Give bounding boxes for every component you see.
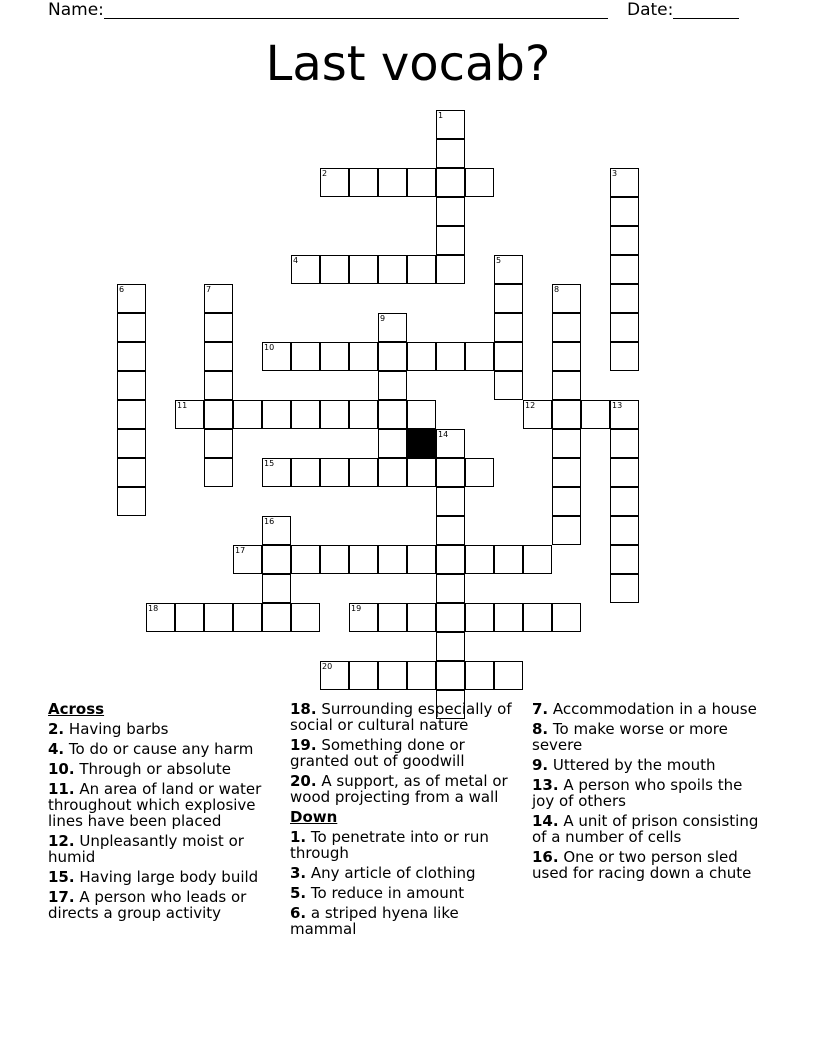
grid-cell[interactable]: [494, 255, 523, 284]
clue-text: Accommodation in a house: [548, 700, 757, 718]
grid-cell[interactable]: [233, 400, 262, 429]
grid-cell[interactable]: [204, 342, 233, 371]
clue-number: 15.: [48, 868, 75, 886]
grid-cell[interactable]: [262, 342, 291, 371]
grid-cell[interactable]: [610, 400, 639, 429]
grid-cell[interactable]: [436, 603, 465, 632]
grid-cell[interactable]: [175, 603, 204, 632]
grid-cell[interactable]: [436, 429, 465, 458]
cell-number: 19: [351, 604, 362, 613]
clue-text: To make worse or more severe: [532, 720, 728, 754]
name-label: Name:: [48, 0, 104, 20]
clue-item: [532, 701, 768, 717]
clue-number: 3.: [290, 864, 307, 882]
grid-cell[interactable]: [349, 661, 378, 690]
grid-cell[interactable]: [233, 603, 262, 632]
clues-column-3: [532, 701, 768, 885]
clue-text: Something done or granted out of goodwill: [290, 736, 465, 770]
grid-cell[interactable]: [494, 661, 523, 690]
grid-cell[interactable]: [523, 400, 552, 429]
grid-cell[interactable]: [378, 603, 407, 632]
grid-cell[interactable]: [407, 458, 436, 487]
name-field[interactable]: [104, 0, 608, 19]
grid-cell[interactable]: [610, 255, 639, 284]
clue-item: [48, 721, 276, 737]
clue-text: a striped hyena like mammal: [290, 904, 459, 938]
clue-text: A person who spoils the joy of others: [532, 776, 743, 810]
grid-cell[interactable]: [378, 371, 407, 400]
grid-cell[interactable]: [494, 545, 523, 574]
clue-item: [290, 829, 522, 861]
grid-cell[interactable]: [262, 574, 291, 603]
grid-cell[interactable]: [465, 342, 494, 371]
grid-cell[interactable]: [117, 371, 146, 400]
grid-cell[interactable]: [407, 342, 436, 371]
grid-cell[interactable]: [291, 400, 320, 429]
grid-cell[interactable]: [378, 661, 407, 690]
clue-number: 6.: [290, 904, 307, 922]
grid-cell[interactable]: [552, 487, 581, 516]
clue-item: [48, 741, 276, 757]
cell-number: 7: [206, 285, 212, 294]
grid-cell[interactable]: [436, 197, 465, 226]
clue-item: [290, 773, 522, 805]
grid-cell[interactable]: [320, 661, 349, 690]
clue-text: Surrounding especially of social or cultural nature: [290, 700, 512, 734]
grid-cell[interactable]: [262, 458, 291, 487]
page-title: Last vocab?: [265, 36, 551, 92]
grid-cell[interactable]: [436, 516, 465, 545]
clue-item: [48, 781, 276, 829]
grid-cell[interactable]: [407, 545, 436, 574]
grid-cell[interactable]: [291, 342, 320, 371]
grid-cell[interactable]: [494, 313, 523, 342]
cell-number: 11: [177, 401, 188, 410]
grid-cell[interactable]: [117, 400, 146, 429]
grid-cell[interactable]: [117, 284, 146, 313]
grid-cell[interactable]: [349, 545, 378, 574]
clues-column-1: [48, 701, 276, 925]
grid-cell[interactable]: [320, 168, 349, 197]
grid-cell[interactable]: [117, 342, 146, 371]
clue-text: Any article of clothing: [306, 864, 476, 882]
grid-cell[interactable]: [436, 545, 465, 574]
grid-cell[interactable]: [436, 255, 465, 284]
cell-number: 15: [264, 459, 275, 468]
clue-item: [290, 905, 522, 937]
grid-cell[interactable]: [262, 545, 291, 574]
grid-cell[interactable]: [465, 603, 494, 632]
grid-cell[interactable]: [378, 458, 407, 487]
grid-cell[interactable]: [610, 168, 639, 197]
date-field[interactable]: [673, 0, 739, 19]
cell-number: 13: [612, 401, 623, 410]
clue-number: 9.: [532, 756, 549, 774]
grid-cell[interactable]: [436, 110, 465, 139]
clue-number: 12.: [48, 832, 75, 850]
clue-number: 16.: [532, 848, 559, 866]
grid-cell[interactable]: [117, 458, 146, 487]
grid-cell[interactable]: [552, 342, 581, 371]
clue-number: 13.: [532, 776, 559, 794]
cell-number: 10: [264, 343, 275, 352]
clue-item: [290, 865, 522, 881]
cell-number: 4: [293, 256, 299, 265]
clue-text: To reduce in amount: [306, 884, 465, 902]
clue-number: 7.: [532, 700, 549, 718]
clue-number: 14.: [532, 812, 559, 830]
grid-cell[interactable]: [204, 603, 233, 632]
grid-cell[interactable]: [291, 603, 320, 632]
clue-number: 10.: [48, 760, 75, 778]
grid-cell[interactable]: [291, 255, 320, 284]
grid-cell[interactable]: [320, 255, 349, 284]
clue-item: [532, 721, 768, 753]
clue-text: An area of land or water throughout which explosive lines have been placed: [48, 780, 262, 830]
grid-cell[interactable]: [378, 342, 407, 371]
grid-cell[interactable]: [436, 632, 465, 661]
grid-cell[interactable]: [320, 400, 349, 429]
grid-cell[interactable]: [349, 342, 378, 371]
grid-cell[interactable]: [407, 661, 436, 690]
grid-cell[interactable]: [407, 255, 436, 284]
grid-cell[interactable]: [610, 313, 639, 342]
grid-cell[interactable]: [552, 458, 581, 487]
clue-text: A support, as of metal or wood projecting from a wall: [290, 772, 508, 806]
grid-cell[interactable]: [436, 574, 465, 603]
clue-number: 2.: [48, 720, 65, 738]
grid-cell[interactable]: [610, 197, 639, 226]
clue-text: Unpleasantly moist or humid: [48, 832, 244, 866]
grid-cell[interactable]: [610, 574, 639, 603]
grid-cell[interactable]: [291, 458, 320, 487]
grid-cell[interactable]: [610, 284, 639, 313]
grid-cell[interactable]: [494, 371, 523, 400]
grid-cell[interactable]: [117, 429, 146, 458]
clue-text: A person who leads or directs a group activity: [48, 888, 247, 922]
cell-number: 5: [496, 256, 502, 265]
grid-cell[interactable]: [581, 400, 610, 429]
clue-number: 20.: [290, 772, 317, 790]
grid-cell[interactable]: [175, 400, 204, 429]
grid-cell[interactable]: [436, 661, 465, 690]
grid-cell[interactable]: [204, 458, 233, 487]
cell-number: 6: [119, 285, 125, 294]
grid-cell[interactable]: [494, 284, 523, 313]
clue-text: Having large body build: [74, 868, 259, 886]
grid-cell[interactable]: [204, 371, 233, 400]
grid-cell[interactable]: [552, 313, 581, 342]
cell-number: 18: [148, 604, 159, 613]
grid-cell[interactable]: [523, 545, 552, 574]
grid-cell[interactable]: [610, 458, 639, 487]
grid-cell[interactable]: [552, 603, 581, 632]
grid-cell[interactable]: [552, 516, 581, 545]
clue-number: 17.: [48, 888, 75, 906]
grid-cell[interactable]: [349, 458, 378, 487]
grid-cell[interactable]: [436, 168, 465, 197]
clue-item: [290, 737, 522, 769]
clue-item: [290, 701, 522, 733]
clue-item: [48, 761, 276, 777]
grid-cell[interactable]: [320, 342, 349, 371]
grid-cell[interactable]: [465, 168, 494, 197]
clue-item: [290, 885, 522, 901]
cell-number: 17: [235, 546, 246, 555]
section-heading: Down: [290, 808, 338, 826]
clue-number: 19.: [290, 736, 317, 754]
grid-block: [407, 429, 436, 458]
clue-number: 4.: [48, 740, 65, 758]
clue-item: [532, 813, 768, 845]
grid-cell[interactable]: [610, 545, 639, 574]
clue-item: [48, 869, 276, 885]
grid-cell[interactable]: [262, 603, 291, 632]
grid-cell[interactable]: [465, 545, 494, 574]
cell-number: 20: [322, 662, 333, 671]
grid-cell[interactable]: [436, 226, 465, 255]
grid-cell[interactable]: [320, 545, 349, 574]
grid-cell[interactable]: [378, 429, 407, 458]
date-label: Date:: [627, 0, 674, 20]
grid-cell[interactable]: [552, 429, 581, 458]
grid-cell[interactable]: [262, 516, 291, 545]
grid-cell[interactable]: [436, 342, 465, 371]
grid-cell[interactable]: [610, 487, 639, 516]
grid-cell[interactable]: [378, 255, 407, 284]
grid-cell[interactable]: [378, 545, 407, 574]
grid-cell[interactable]: [436, 458, 465, 487]
grid-cell[interactable]: [349, 400, 378, 429]
grid-cell[interactable]: [465, 458, 494, 487]
grid-cell[interactable]: [204, 313, 233, 342]
clue-text: To do or cause any harm: [64, 740, 254, 758]
cell-number: 9: [380, 314, 386, 323]
clue-text: One or two person sled used for racing down a chute: [532, 848, 752, 882]
grid-cell[interactable]: [407, 603, 436, 632]
grid-cell[interactable]: [117, 313, 146, 342]
clue-item: [532, 849, 768, 881]
grid-cell[interactable]: [494, 603, 523, 632]
grid-cell[interactable]: [436, 487, 465, 516]
clue-number: 8.: [532, 720, 549, 738]
clue-text: To penetrate into or run through: [290, 828, 489, 862]
clue-text: Through or absolute: [74, 760, 231, 778]
clue-text: Having barbs: [64, 720, 169, 738]
grid-cell[interactable]: [610, 516, 639, 545]
grid-cell[interactable]: [552, 284, 581, 313]
cell-number: 8: [554, 285, 560, 294]
grid-cell[interactable]: [320, 458, 349, 487]
clue-number: 11.: [48, 780, 75, 798]
grid-cell[interactable]: [610, 226, 639, 255]
grid-cell[interactable]: [349, 168, 378, 197]
clue-item: [532, 757, 768, 773]
grid-cell[interactable]: [233, 545, 262, 574]
grid-cell[interactable]: [552, 371, 581, 400]
grid-cell[interactable]: [378, 168, 407, 197]
clue-text: Uttered by the mouth: [548, 756, 716, 774]
grid-cell[interactable]: [465, 661, 494, 690]
grid-cell[interactable]: [552, 400, 581, 429]
grid-cell[interactable]: [610, 342, 639, 371]
grid-cell[interactable]: [436, 139, 465, 168]
section-heading: Across: [48, 700, 105, 718]
cell-number: 3: [612, 169, 618, 178]
cell-number: 2: [322, 169, 328, 178]
grid-cell[interactable]: [349, 255, 378, 284]
grid-cell[interactable]: [262, 400, 291, 429]
grid-cell[interactable]: [146, 603, 175, 632]
cell-number: 16: [264, 517, 275, 526]
grid-cell[interactable]: [407, 400, 436, 429]
grid-cell[interactable]: [204, 400, 233, 429]
clue-item: [48, 889, 276, 921]
grid-cell[interactable]: [610, 429, 639, 458]
grid-cell[interactable]: [204, 284, 233, 313]
grid-cell[interactable]: [204, 429, 233, 458]
clue-number: 1.: [290, 828, 307, 846]
cell-number: 1: [438, 111, 444, 120]
cell-number: 14: [438, 430, 449, 439]
clues-column-2: [290, 701, 522, 941]
grid-cell[interactable]: [117, 487, 146, 516]
grid-cell[interactable]: [378, 400, 407, 429]
clue-text: A unit of prison consisting of a number of cells: [532, 812, 759, 846]
grid-cell[interactable]: [523, 603, 552, 632]
grid-cell[interactable]: [494, 342, 523, 371]
grid-cell[interactable]: [378, 313, 407, 342]
grid-cell[interactable]: [349, 603, 378, 632]
clue-item: [48, 833, 276, 865]
clue-number: 5.: [290, 884, 307, 902]
grid-cell[interactable]: [407, 168, 436, 197]
cell-number: 12: [525, 401, 536, 410]
grid-cell[interactable]: [291, 545, 320, 574]
clue-number: 18.: [290, 700, 317, 718]
clue-item: [532, 777, 768, 809]
